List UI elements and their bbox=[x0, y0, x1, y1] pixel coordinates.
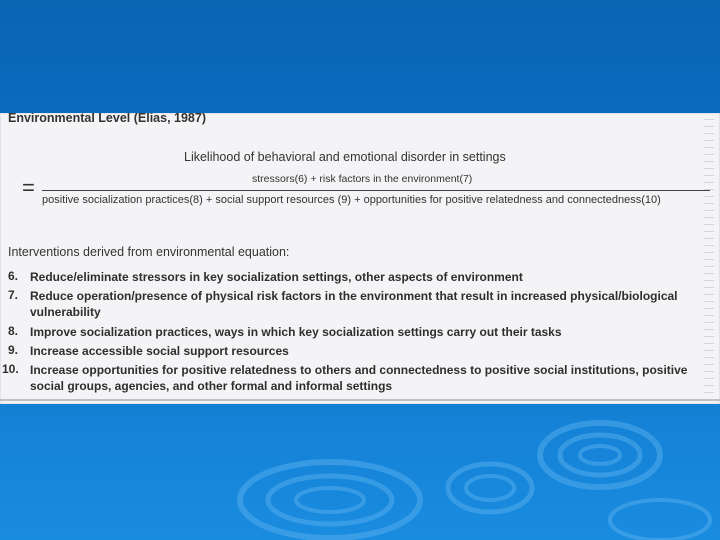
list-item-text: Improve socialization practices, ways in which key socialization settings carry out their tasks bbox=[30, 325, 562, 339]
list-item bbox=[8, 324, 720, 340]
list-item bbox=[8, 343, 720, 359]
list-item bbox=[8, 269, 720, 285]
divider bbox=[0, 399, 720, 401]
interventions-title: Interventions derived from environmental equation: bbox=[8, 245, 290, 259]
likelihood-label: Likelihood of behavioral and emotional disorder in settings bbox=[184, 150, 506, 164]
fraction-bar bbox=[42, 190, 710, 191]
section-heading: Environmental Level (Elias, 1987) bbox=[8, 113, 206, 125]
scanned-document bbox=[0, 113, 720, 404]
equals-sign: = bbox=[22, 175, 35, 200]
list-item-number: 8. bbox=[8, 324, 19, 338]
list-item-text: Increase opportunities for positive relatedness to others and connectedness to positive social institutions, positive social groups, agencies, and other formal and informal settings bbox=[30, 363, 688, 393]
list-item bbox=[2, 362, 720, 396]
list-item-text: Reduce/eliminate stressors in key socialization settings, other aspects of environment bbox=[30, 270, 523, 284]
list-item bbox=[8, 288, 720, 320]
list-item-number: 7. bbox=[8, 288, 19, 302]
list-item-number: 9. bbox=[8, 343, 19, 357]
list-item-text: Increase accessible social support resources bbox=[30, 344, 289, 358]
scan-noise-decoration bbox=[704, 113, 714, 404]
list-item-text: Reduce operation/presence of physical risk factors in the environment that result in increased physical/biological vulnerability bbox=[30, 289, 678, 319]
list-item-number: 6. bbox=[8, 269, 19, 283]
equation-numerator: stressors(6) + risk factors in the environment(7) bbox=[252, 173, 473, 185]
equation-denominator: positive socialization practices(8) + social support resources (9) + opportunities for positive relatedness and connectedness(10) bbox=[42, 194, 661, 206]
list-item-number: 10. bbox=[2, 362, 19, 376]
